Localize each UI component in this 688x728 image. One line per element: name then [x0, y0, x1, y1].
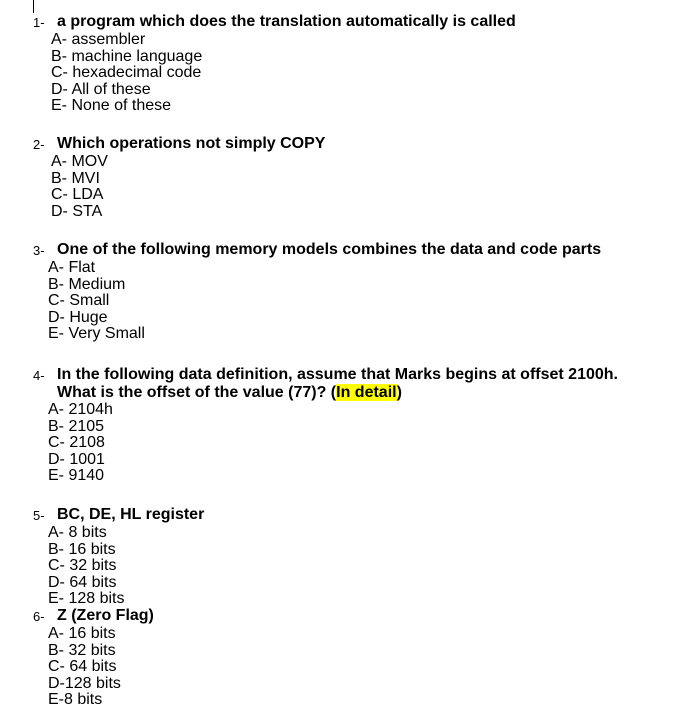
- option: E-8 bits: [48, 691, 103, 709]
- option: D- All of these: [51, 80, 151, 98]
- option: B- 2105: [48, 417, 105, 435]
- option: A- assembler: [51, 31, 146, 48]
- question-text-main: In the following data definition, assume that Marks begins at offset 2100h. What is the offset of the value (77)? (: [57, 366, 618, 401]
- options-list: [33, 525, 673, 608]
- question-number: 1-: [33, 15, 45, 30]
- question-3: [33, 241, 673, 343]
- option: C- 32 bits: [48, 557, 117, 575]
- question-header: [33, 135, 673, 154]
- text-cursor: [33, 0, 34, 13]
- question-header: [33, 241, 673, 260]
- question-number: 2-: [33, 137, 45, 152]
- option: B- 16 bits: [48, 540, 116, 558]
- option: B- MVI: [51, 169, 100, 187]
- question-text: One of the following memory models combines the data and code parts: [57, 241, 602, 258]
- option: A- 2104h: [48, 401, 113, 418]
- question-5: [33, 506, 673, 608]
- option: C- LDA: [51, 186, 104, 204]
- options-list: [33, 402, 623, 485]
- option: E- 9140: [48, 467, 105, 485]
- option: C- hexadecimal code: [51, 64, 202, 82]
- options-list: [33, 154, 673, 220]
- question-number: 3-: [33, 243, 45, 258]
- option: B- 32 bits: [48, 641, 116, 659]
- option: E- Very Small: [48, 325, 145, 343]
- question-number: 6-: [33, 609, 45, 624]
- question-text: [57, 366, 623, 402]
- question-header: [33, 607, 673, 626]
- question-4: [33, 366, 623, 485]
- option: A- MOV: [51, 153, 108, 170]
- question-6: [33, 607, 673, 709]
- option: C- 2108: [48, 434, 105, 452]
- option: B- machine language: [51, 47, 203, 65]
- option: C- Small: [48, 292, 110, 310]
- option: D-128 bits: [48, 674, 121, 692]
- question-header: [33, 506, 673, 525]
- question-header: [33, 13, 673, 32]
- option: E- 128 bits: [48, 590, 125, 608]
- question-text-end: ): [396, 384, 402, 401]
- question-1: [33, 13, 673, 115]
- options-list: [33, 32, 673, 115]
- question-text: a program which does the translation automatically is called: [57, 13, 516, 30]
- option: D- Huge: [48, 308, 108, 326]
- option: A- 8 bits: [48, 524, 107, 541]
- question-header: [33, 366, 623, 402]
- options-list: [33, 260, 673, 343]
- highlighted-text: In detail: [336, 384, 397, 401]
- question-number: 5-: [33, 508, 45, 523]
- option: A- Flat: [48, 259, 96, 276]
- option: D- 1001: [48, 450, 105, 468]
- question-number: 4-: [33, 368, 45, 383]
- option: B- Medium: [48, 275, 126, 293]
- option: E- None of these: [51, 97, 172, 115]
- option: D- 64 bits: [48, 573, 117, 591]
- question-text: BC, DE, HL register: [57, 506, 205, 523]
- option: D- STA: [51, 202, 103, 220]
- option: C- 64 bits: [48, 658, 117, 676]
- question-2: [33, 135, 673, 220]
- question-text: Z (Zero Flag): [57, 607, 154, 624]
- options-list: [33, 626, 673, 709]
- option: A- 16 bits: [48, 625, 116, 642]
- question-text: Which operations not simply COPY: [57, 135, 326, 152]
